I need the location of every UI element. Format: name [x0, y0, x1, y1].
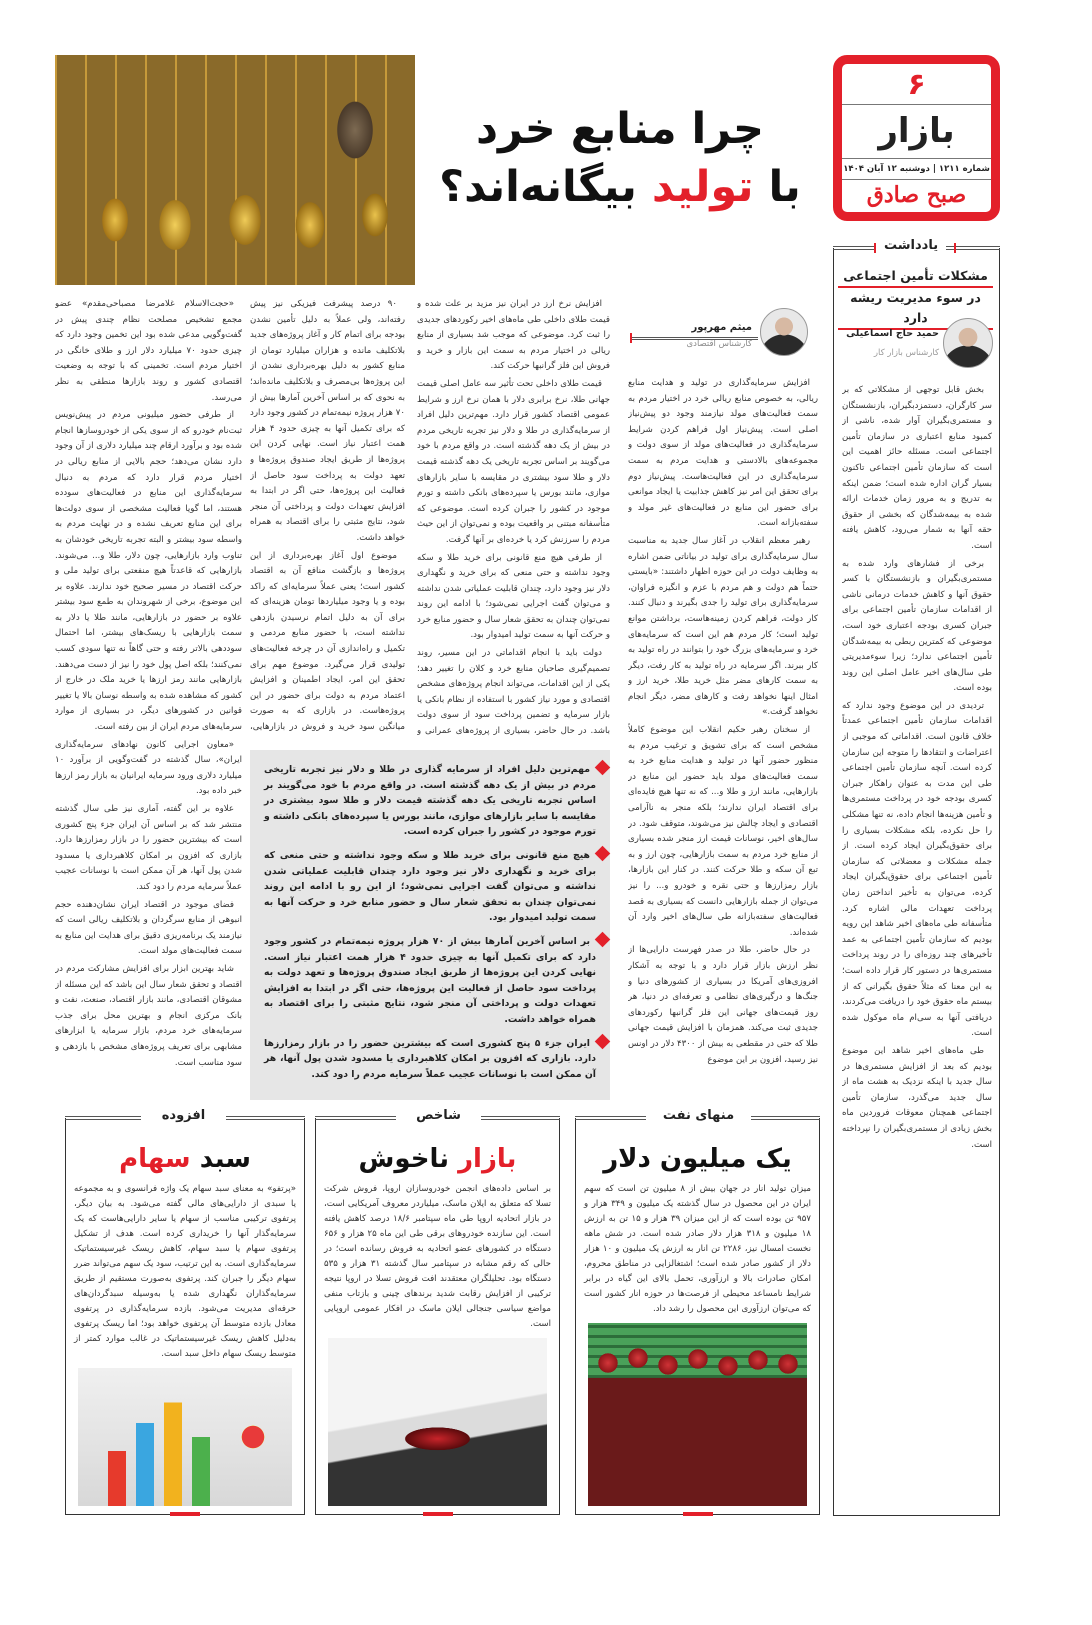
divider: [630, 337, 758, 340]
kicker-label: افزوده: [141, 1108, 226, 1123]
paragraph: افزایش سرمایه‌گذاری در تولید و هدایت منابع ریالی، به خصوص منابع ریالی خرد در اختیار مردم به سمت فعالیت‌های مولد نیازمند وجود دو پیش‌نیاز اصلی است. پیش‌نیاز اول فراهم کردن شرایط سرمایه‌گذاری در فعالیت‌های مولد از سوی دولت و مجموعه‌های بالادستی و هدایت مردم به سمت سرمایه‌گذاری در این فعالیت‌هاست. پیش‌نیاز دوم برای تحقق این امر نیز کاهش جذابیت یا ایجاد موانعی برای حضور این منابع در فعالیت‌های غیر مولد و سفته‌بازانه است.: [628, 378, 818, 529]
box-oil: [575, 1108, 820, 1515]
masthead: [833, 55, 1000, 221]
paragraph: ۹۰ درصد پیشرفت فیزیکی نیز پیش رفته‌اند، ولی عملاً به دلیل تأمین نشدن بودجه برای اتمام کار و آغاز پروژه‌های جدید بلاتکلیف مانده و هزاران میلیارد تومان از منابع کشور به دلیل بهره‌برداری نشدن از این پروژه‌ها بی‌مصرف و بلاتکلیف مانده‌اند؛ به نحوی که بر اساس آخرین آمارها بیش از ۷۰ هزار پروژه نیمه‌تمام در کشور وجود دارد که برای تکمیل آنها به چیزی حدود ۴ هزار همت اعتبار نیاز است. نهایی کردن این پروژه‌ها از طریق ایجاد صندوق پروژه‌ها و تعهد دولت به پرداخت سود حاصل از فعالیت این پروژه‌ها، حتی اگر در ابتدا به افزایش تعهدات دولت و پرداختی آن منجر شود، نتایج مثبتی را برای اقتصاد به همراه خواهد داشت.: [250, 299, 405, 543]
kicker-label: منهای نفت: [646, 1108, 751, 1123]
red-diamond-icon: [595, 846, 611, 862]
box-addendum: [65, 1108, 305, 1515]
article-column-1: [628, 376, 818, 1091]
divider: [842, 179, 991, 180]
red-diamond-icon: [595, 760, 611, 776]
box-body: بر اساس داده‌های انجمن خودروسازان اروپا، فروش شرکت تسلا که متعلق به ایلان ماسک، میلیاردر معروف آمریکایی است، در بازار اتحادیه اروپا طی ماه سپتامبر ۱۸/۶ درصد کاهش یافته است. این سازنده خودروهای برقی طی این ماه ۲۵ هزار و ۶۵۶ دستگاه در کشورهای عضو اتحادیه به فروش رسانده است؛ در حالی که رقم مشابه در سپتامبر سال گذشته ۳۱ هزار و ۵۳۵ دستگاه بود. تحلیلگران معتقدند افت فروش تسلا در اروپا نتیجه ترکیبی از افزایش رقابت شدید برندهای چینی و بازتاب منفی مواضع سیاسی جنجالی ایلان ماسک در افکار عمومی اروپایی است.: [324, 1184, 551, 1329]
highlight-text: ایران جزء ۵ پنج کشوری است که بیشترین حضور را در بازار رمزارزها دارد. بازاری که افزون بر امکان کلاهبرداری یا مسدود شدن پول آنها، هر آن ممکن است با نوسانات عجیب عملاً سرمایه مردم را دود کند.: [264, 1037, 596, 1080]
paragraph: رهبر معظم انقلاب در آغاز سال جدید به مناسبت سال سرمایه‌گذاری برای تولید در بیاناتی ضمن اشاره به وظایف دولت در این حوزه اظهار داشتند: «بایستی حتماً هم دولت و هم مردم با عزم و انگیزه فراوان، سرمایه‌گذاری برای تولید را جدی بگیرند و دنبال کنند. کار دولت، فراهم کردن زمینه‌هاست، برداشتن موانع تولید است؛ کار مردم هم این است که سرمایه‌های خرد و سرمایه‌های بزرگ خود را بتوانند در راه تولید به کار ببرند. اگر سرمایه در راه تولید به کار رفت، دیگر به سمت کارهای مضر مثل خرید طلا، خرید ارز و امثال اینها نخواهد رفت و کارهای مضر، دیگر انجام نخواهد گرفت.»: [628, 535, 818, 718]
author-avatar: [760, 308, 808, 356]
highlights-box: [250, 750, 610, 1100]
note-title-line: مشکلات تأمین اجتماعی: [838, 266, 993, 288]
article-column-4: [55, 297, 242, 1092]
gold-jewelry-photo: [55, 55, 415, 285]
paragraph: دولت باید با انجام اقداماتی در این مسیر، روند تصمیم‌گیری صاحبان منابع خرد و کلان را تغییر دهد؛ یکی از این اقدامات، می‌تواند انجام پروژه‌های مشخص اقتصادی و مورد نیاز کشور با استفاده از نظام بانکی یا بازار سرمایه و تضمین پرداخت سود از سوی دولت باشد. در حال حاضر، بسیاری از پروژه‌های عمرانی و: [417, 648, 610, 737]
author-name: میثم مهرپور: [691, 322, 752, 333]
accent-bar: [170, 1512, 200, 1516]
paragraph: شاید بهترین ابزار برای افزایش مشارکت مردم در اقتصاد و تحقق شعار سال این باشد که این مسئله از مشوقان اقتصادی، مانند بازار اقتصاد، صنعت، نفت و بانک مرکزی انجام و بهترین محل برای جذب سرمایه‌های خرد مردم، بازار سرمایه یا ابزارهای مشابهی برای تعریف پروژه‌های مشخص با بازدهی و سود مناسب است.: [55, 963, 242, 1068]
paragraph: بخش قابل توجهی از مشکلاتی که بر سر کارگران، دستمزدبگیران، بازنشستگان و مستمری‌بگیران آوار شده، ناشی از کمبود منابع اعتباری در سازمان تأمین اجتماعی است. مسئله حائز اهمیت این است که سازمان تأمین اجتماعی تاکنون بسیار گران اداره شده است؛ ضمن اینکه به تدریج و به مرور زمان خدمات ارائه شده به بیمه‌شدگان که بخشی از حقوق حقه آنها به شمار می‌رود، کاهش یافته است.: [842, 385, 992, 551]
paragraph: افزایش نرخ ارز در ایران نیز مزید بر علت شده و قیمت طلای داخلی طی ماه‌های اخیر رکوردهای جدیدی را ثبت کرد. موضوعی که موجب شد بسیاری از منابع ریالی در اختیار مردم به سمت این بازار و خرید و فروش این فلز گرانبها حرکت کند.: [417, 299, 610, 372]
article-column-3: [250, 297, 405, 737]
box-body: «پرتفو» به معنای سبد سهام یک واژه فرانسوی و به مجموعه یا سبدی از دارایی‌های مالی گفته می‌شود. به بیان دیگر، پرتفوی ترکیبی مناسب از سهام یا سایر دارایی‌هاست که یک سرمایه‌گذار آنها را خریداری کرده است. هدف از تشکیل پرتفوی سهام یا سبد سهام، کاهش ریسک غیرسیستماتیک سرمایه‌گذاری است. به این ترتیب، سود یک سهم می‌تواند ضرر سهام دیگر را جبران کند. پرتفوی به‌صورت مستقیم از طریق سرمایه‌گذاران نگهداری شده یا به‌وسیله سبدگردان‌های حرفه‌ای مدیریت می‌شود. بازده سرمایه‌گذاری در پرتفوی معادل بازده متوسط آن پرتفوی خواهد بود؛ اما ریسک پرتفوی به‌دلیل کاهش ریسک غیرسیستماتیک در غالب موارد کمتر از متوسط ریسک سهام داخل سبد است.: [74, 1184, 296, 1359]
author-byline: [687, 322, 753, 349]
box-title-red: بازار: [458, 1144, 517, 1174]
paragraph: فضای موجود در اقتصاد ایران نشان‌دهنده حجم انبوهی از منابع سرگردان و بلاتکلیف ریالی است که نیازمند یک برنامه‌ریزی دقیق برای هدایت این منابع به سمت فعالیت‌های مولد است.: [55, 899, 242, 957]
stock-chart-calculator-photo: [78, 1368, 292, 1506]
box-title-text: سبد: [199, 1144, 251, 1174]
box-title: [74, 1142, 296, 1176]
headline-line1: چرا منابع خرد: [475, 104, 765, 154]
note-author-role: کارشناس بازار کار: [873, 348, 939, 358]
note-title-line: در سوء مدیریت ریشه دارد: [838, 288, 993, 330]
kicker-tick: [874, 243, 876, 253]
main-headline: [420, 100, 820, 216]
paragraph: موضوع اول آغاز بهره‌برداری از این پروژه‌ها و بازگشت منافع آن به اقتصاد کشور است؛ یعنی عملاً سرمایه‌ای که راکد بوده و یا وجود میلیاردها تومان هزینه‌ای که برای آن به دلیل اتمام نرسیدن بازدهی نداشته است، با حضور منابع مردمی و تکمیل و راه‌اندازی آن در چرخه فعالیت‌های تولیدی قرار می‌گیرد. موضوع مهم برای تحقق این امر، ایجاد اطمینان و افزایش اعتماد مردم به دولت برای حضور در این پروژه‌هاست. در بازاری که به صورت میانگین سود خرید و فروش در بازارهایی،: [250, 550, 405, 733]
page-number: ۶: [907, 67, 926, 102]
red-diamond-icon: [595, 932, 611, 948]
box-title-red: سهام: [119, 1144, 191, 1174]
paragraph: علاوه بر این گفته، آماری نیز طی سال گذشته منتشر شد که بر اساس آن ایران جزء پنج کشوری است که بیشترین حضور را در بازار رمزارزها دارد. بازاری که افزون بر امکان کلاهبرداری یا مسدود شدن پول آنها، هر آن ممکن است با نوسانات عجیب عملاً سرمایه مردم را دود کند.: [55, 804, 242, 892]
paragraph: از طرفی حضور میلیونی مردم در پیش‌نویس ثبت‌نام خودرو که از سوی یکی از خودروسازها انجام شده بود و برآورد ارقام چند میلیارد دلاری از آن وجود دارد نشان می‌دهد؛ حجم بالایی از منابع ریالی در اختیار مردم قرار دارد که مردم به دنبال سرمایه‌گذاری این منابع در فعالیت‌های سودده هستند، اما گویا فعالیت مشخصی از سوی دولت‌ها برای این منابع تعریف نشده و در نهایت مردم به واسطه سود بیشتر و البته تجربه تاریخی خودشان به تناوب وارد بازارهایی، چون دلار، طلا و... می‌شوند. بازارهایی که قاعدتاً هیچ منفعتی برای تولید ملی و حرکت اقتصاد در مسیر صحیح خود ندارند. علاوه بر این موضوع، برخی از شهروندان به طمع سود بیشتر علاوه بر حضور در بازارهایی، مانند طلا یا دلار به سمت بازارهایی با ریسک‌های بیشتر، اما احتمال سوددهی بالاتر رفته و حتی گاهاً نه تنها سودی کسب نمی‌کنند؛ بلکه اصل پول خود را نیز از دست می‌دهند. بازارهایی مانند رمز ارزها یا خرید ملک در خارج از کشور که مشاهده شده به واسطه نوسان بالا یا تغییر قوانین در کشورهای دیگر، در بسیاری از موارد سرمایه‌های مردم ایران از بین رفته است.: [55, 410, 242, 733]
red-diamond-icon: [595, 1033, 611, 1049]
box-index: [315, 1108, 560, 1515]
highlight-text: مهم‌ترین دلیل افراد از سرمایه گذاری در طلا و دلار نیز تجربه تاریخی مردم در بیش از یک دهه گذشته است. در واقع مردم با خود می‌گویند بر اساس تجربه تاریخی یک دهه گذشته قیمت دلار و طلا سود بیشتری در مقایسه با سایر بازارهای موازی، مانند بورس یا سپرده‌های بانکی داشته و تورم موجود در کشور را جبران کرده است.: [264, 764, 596, 838]
paragraph: برخی از فشارهای وارد شده به مستمری‌بگیران و بازنشستگان با کسر حقوق آنها و کاهش خدمات درمانی ناشی از اقدامات سازمان تأمین اجتماعی برای جبران کسری بودجه اعتباری خود است، موضوعی که کمترین ربطی به بیمه‌شدگان تأمین اجتماعی ندارد؛ زیرا سوءمدیریتی طی سال‌های اخیر عامل اصلی این روند بوده است.: [842, 558, 992, 694]
box-body: میزان تولید انار در جهان بیش از ۸ میلیون تن است که سهم ایران در این محصول در سال گذشته یک میلیون و ۳۴۹ هزار و ۹۵۷ تن بوده است که از این میزان ۳۹ هزار و ۱۵ تن به ارزش ۱۸ میلیون و ۳۱۸ هزار دلار صادر شده است. در شش ماهه نخست امسال نیز، ۲۲۸۶ تن انار به ارزش یک میلیون و ۱۰ هزار دلار از کشور صادر شده است؛ اشتغالزایی در مناطق محروم، امکان صادرات بالا و ارزآوری، تحمل بالای این گیاه در برابر شرایط نامساعد محیطی از فرصت‌ها در حوزه انار کشور است که می‌توان ارزآوری این محصول را رشد داد.: [584, 1184, 812, 1314]
headline-red-word: تولید: [651, 162, 754, 212]
author-role: کارشناس اقتصادی: [686, 339, 752, 349]
author-avatar: [943, 318, 993, 368]
note-author-name: حمید حاج اسماعیلی: [846, 328, 939, 339]
box-title-text: ناخوش: [358, 1144, 449, 1174]
pomegranates-photo: [588, 1323, 807, 1506]
ev-charging-photo: [328, 1338, 547, 1506]
highlight-item: [264, 848, 598, 926]
highlight-text: هیچ منع قانونی برای خرید طلا و سکه وجود نداشته و حتی منعی که برای خرید و نگهداری دلار نیز وجود دارد چندان قابلیت عملیاتی شدن نداشته و می‌توان گفت اجرایی نمی‌شود؛ از این رو با ادامه این روند نمی‌توان چندان به تحقق شعار سال و حضور منابع خرد و حرکت آنها به سمت تولید امیدوار بود.: [264, 849, 596, 924]
kicker-label: یادداشت: [876, 238, 946, 253]
article-column-2: [417, 297, 610, 737]
accent-bar: [423, 1512, 453, 1516]
paragraph: طی ماه‌های اخیر شاهد این موضوع بودیم که بعد از افزایش مستمری‌ها در سال جدید با اینکه نزدیک به هشت ماه از سال جدید می‌گذرد، سازمان تأمین اجتماعی همچنان معوقات فروردین ماه بخش زیادی از مستمری‌بگیران را نپرداخته است.: [842, 1045, 992, 1150]
paragraph: «معاون اجرایی کانون نهادهای سرمایه‌گذاری ایران»، سال گذشته در گفت‌وگویی از برآورد ۱۰ میلیارد دلاری ورود سرمایه ایرانیان به بازار رمز ارزها خبر داده بود.: [55, 739, 242, 797]
kicker-tick: [954, 243, 956, 253]
paragraph: از طرفی هیچ منع قانونی برای خرید طلا و سکه وجود نداشته و حتی منعی که برای خرید و نگهداری دلار نیز وجود دارد، چندان قابلیت عملیاتی شدن نداشته و می‌توان گفت اجرایی نمی‌شود؛ با ادامه این روند نمی‌توان چندان به تحقق شعار سال و حضور منابع خرد و حرکت آنها به سمت تولید امیدوار بود.: [417, 552, 610, 641]
divider: [842, 104, 991, 105]
highlight-text: بر اساس آخرین آمارها بیش از ۷۰ هزار پروژه نیمه‌تمام در کشور وجود دارد که برای تکمیل آنها به چیزی حدود ۴ هزار همت اعتبار نیاز است. نهایی کردن این پروژه‌ها از طریق ایجاد صندوق پروژه‌ها و تعهد دولت به پرداخت سود حاصل از فعالیت این پروژه‌ها، حتی اگر در ابتدا به افزایش تعهدات دولت و پرداختی آن منجر شود، نتایج مثبتی را برای اقتصاد به همراه خواهد داشت.: [264, 935, 596, 1025]
headline-word: با: [768, 162, 801, 212]
box-title-text: یک میلیون دلار: [603, 1144, 792, 1174]
headline-word: بیگانه‌اند؟: [439, 162, 637, 212]
paragraph: در حال حاضر، طلا در صدر فهرست دارایی‌ها از نظر ارزش بازار قرار دارد و با توجه به آشکار افروزی‌های آمریکا در بسیاری از کشورهای دنیا و جنگ‌ها و درگیری‌های نظامی و تعرفه‌ای در دنیا، هر روز قیمت‌های جهانی این فلز گرانبها رکوردهای جدیدی ثبت می‌کند. همزمان با افزایش قیمت جهانی طلا که حتی در مقطعی به بیش از ۴۳۰۰ دلار در اونس نیز رسید، افزون بر این موضوع: [628, 945, 818, 1065]
section-title: بازار: [878, 111, 955, 151]
headline-line2: [420, 158, 820, 216]
highlight-item: [264, 762, 598, 840]
divider-tick: [630, 333, 632, 343]
highlight-item: [264, 934, 598, 1028]
paragraph: تردیدی در این موضوع وجود ندارد که اقدامات سازمان تأمین اجتماعی عمدتاً خلاف قانون است. اقداماتی که موجبی از اعتراضات و انتقادها را متوجه این سازمان کرده است. آنچه سازمان تأمین اجتماعی طی این مدت به عنوان راهکار جبران کسری بودجه خود در پرداخت مستمری‌ها و تأمین هزینه‌ها انجام داده، نه تنها مشکلی را حل نکرده، بلکه مشکلات بسیاری را برای حقوق‌بگیران ایجاد کرده است. از جمله مشکلات و معضلاتی که سازمان تأمین اجتماعی برای حقوق‌بگیران ایجاد کرده، می‌توان به تأخیر انداختن زمان پرداخت تعهدات مالی اشاره کرد. متأسفانه طی ماه‌های اخیر شاهد این رویه بودیم که سازمان تأمین اجتماعی به عمد تأخیرهای چند روزه‌ای را در روند پرداخت مستمری‌ها در دستور کار قرار داده است؛ به این معنا که مثلاً حقوق بگیرانی که از بیستم ماه حقوق خود را دریافت می‌کردند، دریافتی آنها به سی‌ام ماه موکول شده است.: [842, 700, 992, 1039]
kicker-label: شاخص: [396, 1108, 481, 1123]
opinion-sidebar: [833, 238, 1000, 1516]
divider: [842, 158, 991, 159]
box-title: [324, 1142, 551, 1176]
highlight-item: [264, 1036, 598, 1083]
newspaper-logo: صبح صادق: [866, 182, 967, 208]
issue-info: شماره ۱۲۱۱ | دوشنبه ۱۲ آبان ۱۴۰۴: [843, 164, 990, 174]
note-body: [842, 383, 992, 1511]
paragraph: از سخنان رهبر حکیم انقلاب این موضوع کاملاً مشخص است که برای تشویق و ترغیب مردم به منظور حضور آنها در تولید و هدایت منابع خرد به سمت فعالیت‌های مولد باید حضور این منابع در بازارهایی، مانند ارز و طلا و... که نه تنها هیچ فایده‌ای برای اقتصاد ایران ندارند؛ بلکه منجر به ناآرامی اقتصادی و ایجاد چالش نیز می‌شوند، متوقف شود. در سال‌های اخیر، نوسانات قیمت ارز منجر شده بسیاری از منابع خرد مردم به سمت بازارهایی، چون ارز و به تبع آن سکه و طلا حرکت کنند. در کنار این بازارها، بازار رمزارزها و حتی نقره و خودرو و... را نیز می‌توان از جمله بازارهایی دانست که بسیاری به قصد فعالیت‌های سفته‌بازانه طی سال‌های اخیر وارد آن شده‌اند.: [628, 725, 818, 938]
box-title: [584, 1142, 811, 1176]
paragraph: «حجت‌الاسلام غلامرضا مصباحی‌مقدم» عضو مجمع تشخیص مصلحت نظام چندی پیش در گفت‌وگویی مدعی شده بود این تخمین وجود دارد که چیزی حدود ۷۰ میلیارد دلار ارز و طلای خانگی در اختیار مردم است. تخمینی که با توجه به وضعیت اقتصادی کشور و روند بازارها منطقی به نظر می‌رسد.: [55, 299, 242, 403]
accent-bar: [683, 1512, 713, 1516]
paragraph: قیمت طلای داخلی تحت تأثیر سه عامل اصلی قیمت جهانی طلا، نرخ برابری دلار با همان نرخ ارز و شرایط عمومی اقتصاد کشور قرار دارد. مهم‌ترین دلیل افراد از سرمایه‌گذاری در طلا و دلار نیز تجربه تاریخی مردم در بیش از یک دهه گذشته است. در واقع مردم با خود می‌گویند بر اساس تجربه تاریخی یک دهه گذشته قیمت دلار و طلا سود بیشتری در مقایسه با سایر بازارهای موازی، مانند بورس یا سپرده‌های بانکی داشته و تورم موجود در کشور را جبران کرده است. موضوعی که متأسفانه مبتنی بر واقعیت بوده و نمی‌توان از این حیث مردم را سرزنش کرد یا خرده‌ای بر آنها گرفت.: [417, 378, 610, 545]
